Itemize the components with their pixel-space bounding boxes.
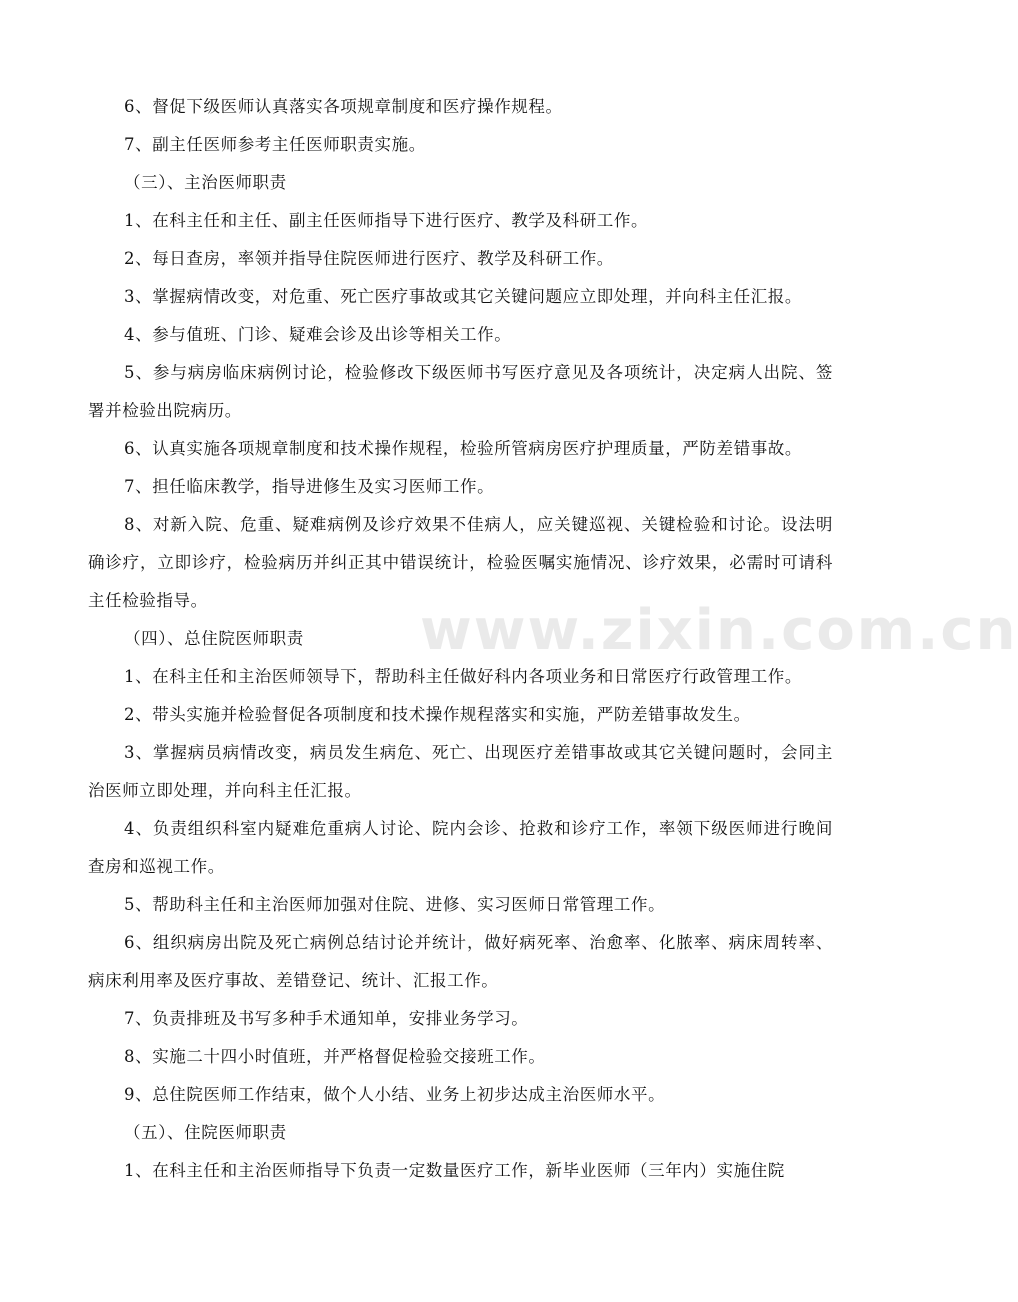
paragraph-23: 1、在科主任和主治医师指导下负责一定数量医疗工作，新毕业医师（三年内）实施住院 — [124, 1161, 785, 1180]
paragraph-19: 7、负责排班及书写多种手术通知单，安排业务学习。 — [124, 1009, 529, 1028]
paragraph-16: 4、负责组织科室内疑难危重病人讨论、院内会诊、抢救和诊疗工作，率领下级医师进行晚间查房和巡视工作。 — [88, 819, 833, 876]
paragraph-9: 6、认真实施各项规章制度和技术操作规程，检验所管病房医疗护理质量，严防差错事故。 — [124, 439, 802, 458]
paragraph-15: 3、掌握病员病情改变，病员发生病危、死亡、出现医疗差错事故或其它关键问题时，会同主治医师立即处理，并向科主任汇报。 — [88, 743, 833, 800]
section-heading-3: （三）、主治医师职责 — [124, 173, 287, 192]
paragraph-6: 3、掌握病情改变，对危重、死亡医疗事故或其它关键问题应立即处理，并向科主任汇报。 — [124, 287, 802, 306]
paragraph-8: 5、参与病房临床病例讨论，检验修改下级医师书写医疗意见及各项统计，决定病人出院、签署并检验出院病历。 — [88, 363, 833, 420]
paragraph-10: 7、担任临床教学，指导进修生及实习医师工作。 — [124, 477, 495, 496]
section-heading-4: （四）、总住院医师职责 — [124, 629, 304, 648]
paragraph-17: 5、帮助科主任和主治医师加强对住院、进修、实习医师日常管理工作。 — [124, 895, 666, 914]
paragraph-7: 4、参与值班、门诊、疑难会诊及出诊等相关工作。 — [124, 325, 512, 344]
paragraph-2: 7、副主任医师参考主任医师职责实施。 — [124, 135, 426, 154]
paragraph-4: 1、在科主任和主任、副主任医师指导下进行医疗、教学及科研工作。 — [124, 211, 649, 230]
paragraph-13: 1、在科主任和主治医师领导下，帮助科主任做好科内各项业务和日常医疗行政管理工作。 — [124, 667, 802, 686]
paragraph-1: 6、督促下级医师认真落实各项规章制度和医疗操作规程。 — [124, 97, 563, 116]
paragraph-20: 8、实施二十四小时值班，并严格督促检验交接班工作。 — [124, 1047, 546, 1066]
paragraph-21: 9、总住院医师工作结束，做个人小结、业务上初步达成主治医师水平。 — [124, 1085, 666, 1104]
paragraph-5: 2、每日查房，率领并指导住院医师进行医疗、教学及科研工作。 — [124, 249, 614, 268]
paragraph-11: 8、对新入院、危重、疑难病例及诊疗效果不佳病人，应关键巡视、关键检验和讨论。设法明确诊疗，立即诊疗，检验病历并纠正其中错误统计，检验医嘱实施情况、诊疗效果，必需时可请科主任检验指导。 — [88, 515, 833, 610]
paragraph-18: 6、组织病房出院及死亡病例总结讨论并统计，做好病死率、治愈率、化脓率、病床周转率、病床利用率及医疗事故、差错登记、统计、汇报工作。 — [88, 933, 833, 990]
section-heading-5: （五）、住院医师职责 — [124, 1123, 287, 1142]
watermark: www.zixin.com.cn — [420, 598, 1018, 663]
paragraph-14: 2、带头实施并检验督促各项制度和技术操作规程落实和实施，严防差错事故发生。 — [124, 705, 751, 724]
